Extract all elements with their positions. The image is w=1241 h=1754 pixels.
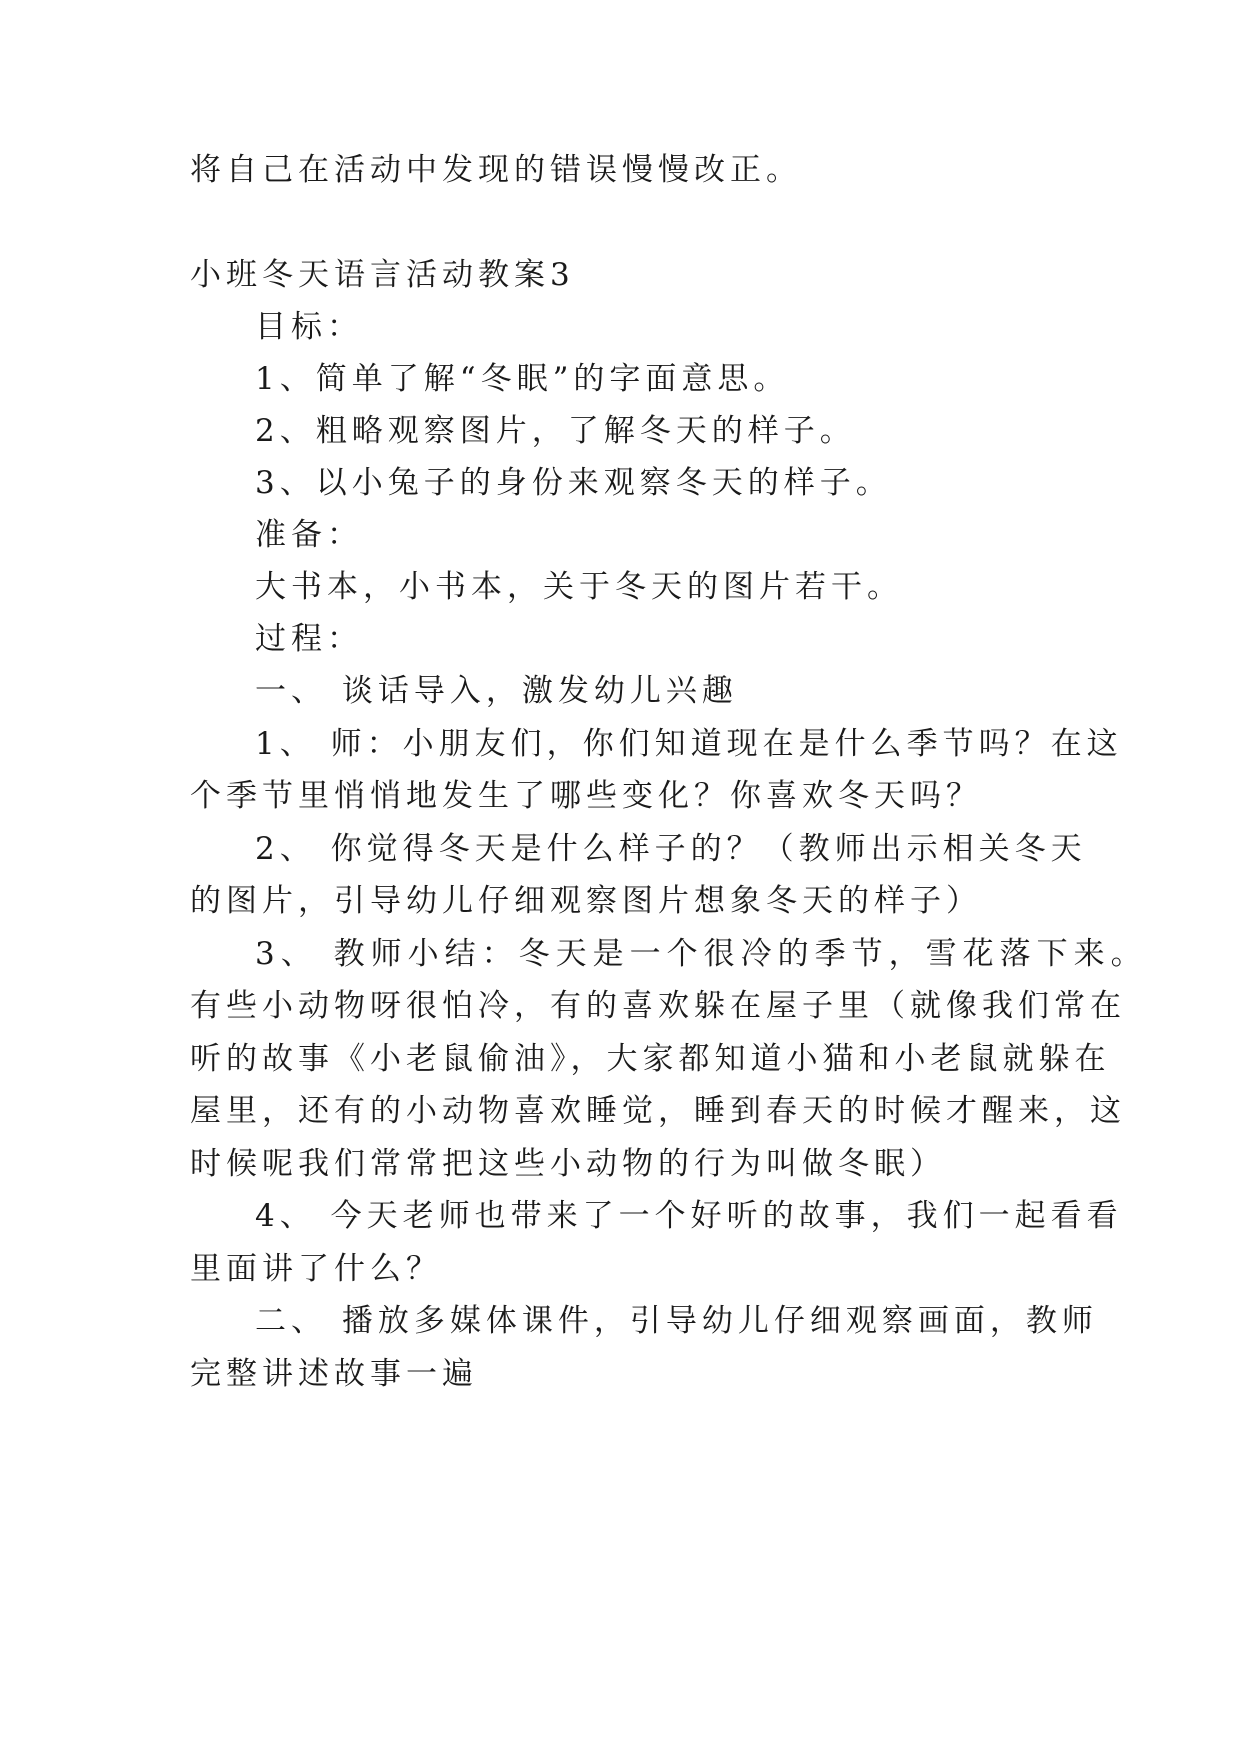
preparation-text: 大书本，小书本，关于冬天的图片若干。 <box>255 569 903 605</box>
paragraph-line: 里面讲了什么？ <box>190 1251 442 1287</box>
paragraph-line: 2、 你觉得冬天是什么样子的？（教师出示相关冬天 <box>255 831 1087 867</box>
paragraph-line: 完整讲述故事一遍 <box>190 1356 478 1392</box>
paragraph-line: 将自己在活动中发现的错误慢慢改正。 <box>190 152 802 188</box>
paragraph-line: 屋里，还有的小动物喜欢睡觉，睡到春天的时候才醒来，这 <box>190 1093 1126 1129</box>
goal-item-1: 1、简单了解“冬眠”的字面意思。 <box>255 361 790 397</box>
process-step-2-heading: 二、 播放多媒体课件，引导幼儿仔细观察画面，教师 <box>255 1303 1098 1339</box>
paragraph-line: 1、 师：小朋友们，你们知道现在是什么季节吗？在这 <box>255 726 1123 762</box>
goal-item-2: 2、粗略观察图片，了解冬天的样子。 <box>255 413 856 449</box>
heading-process: 过程： <box>255 621 363 657</box>
goal-item-3: 3、以小兔子的身份来观察冬天的样子。 <box>255 465 892 501</box>
heading-preparation: 准备： <box>255 517 363 553</box>
paragraph-line: 有些小动物呀很怕冷，有的喜欢躲在屋子里（就像我们常在 <box>190 988 1126 1024</box>
paragraph-line: 时候呢我们常常把这些小动物的行为叫做冬眠） <box>190 1146 946 1182</box>
paragraph-line: 3、 教师小结：冬天是一个很冷的季节，雪花落下来。 <box>255 936 1148 972</box>
paragraph-line: 的图片，引导幼儿仔细观察图片想象冬天的样子） <box>190 883 982 919</box>
paragraph-line: 4、 今天老师也带来了一个好听的故事，我们一起看看 <box>255 1198 1123 1234</box>
heading-goals: 目标： <box>255 309 363 345</box>
process-step-1-heading: 一、 谈话导入，激发幼儿兴趣 <box>255 673 738 709</box>
section-heading: 小班冬天语言活动教案3 <box>190 257 575 293</box>
paragraph-line: 听的故事《小老鼠偷油》，大家都知道小猫和小老鼠就躲在 <box>190 1041 1111 1077</box>
paragraph-line: 个季节里悄悄地发生了哪些变化？你喜欢冬天吗？ <box>190 778 982 814</box>
